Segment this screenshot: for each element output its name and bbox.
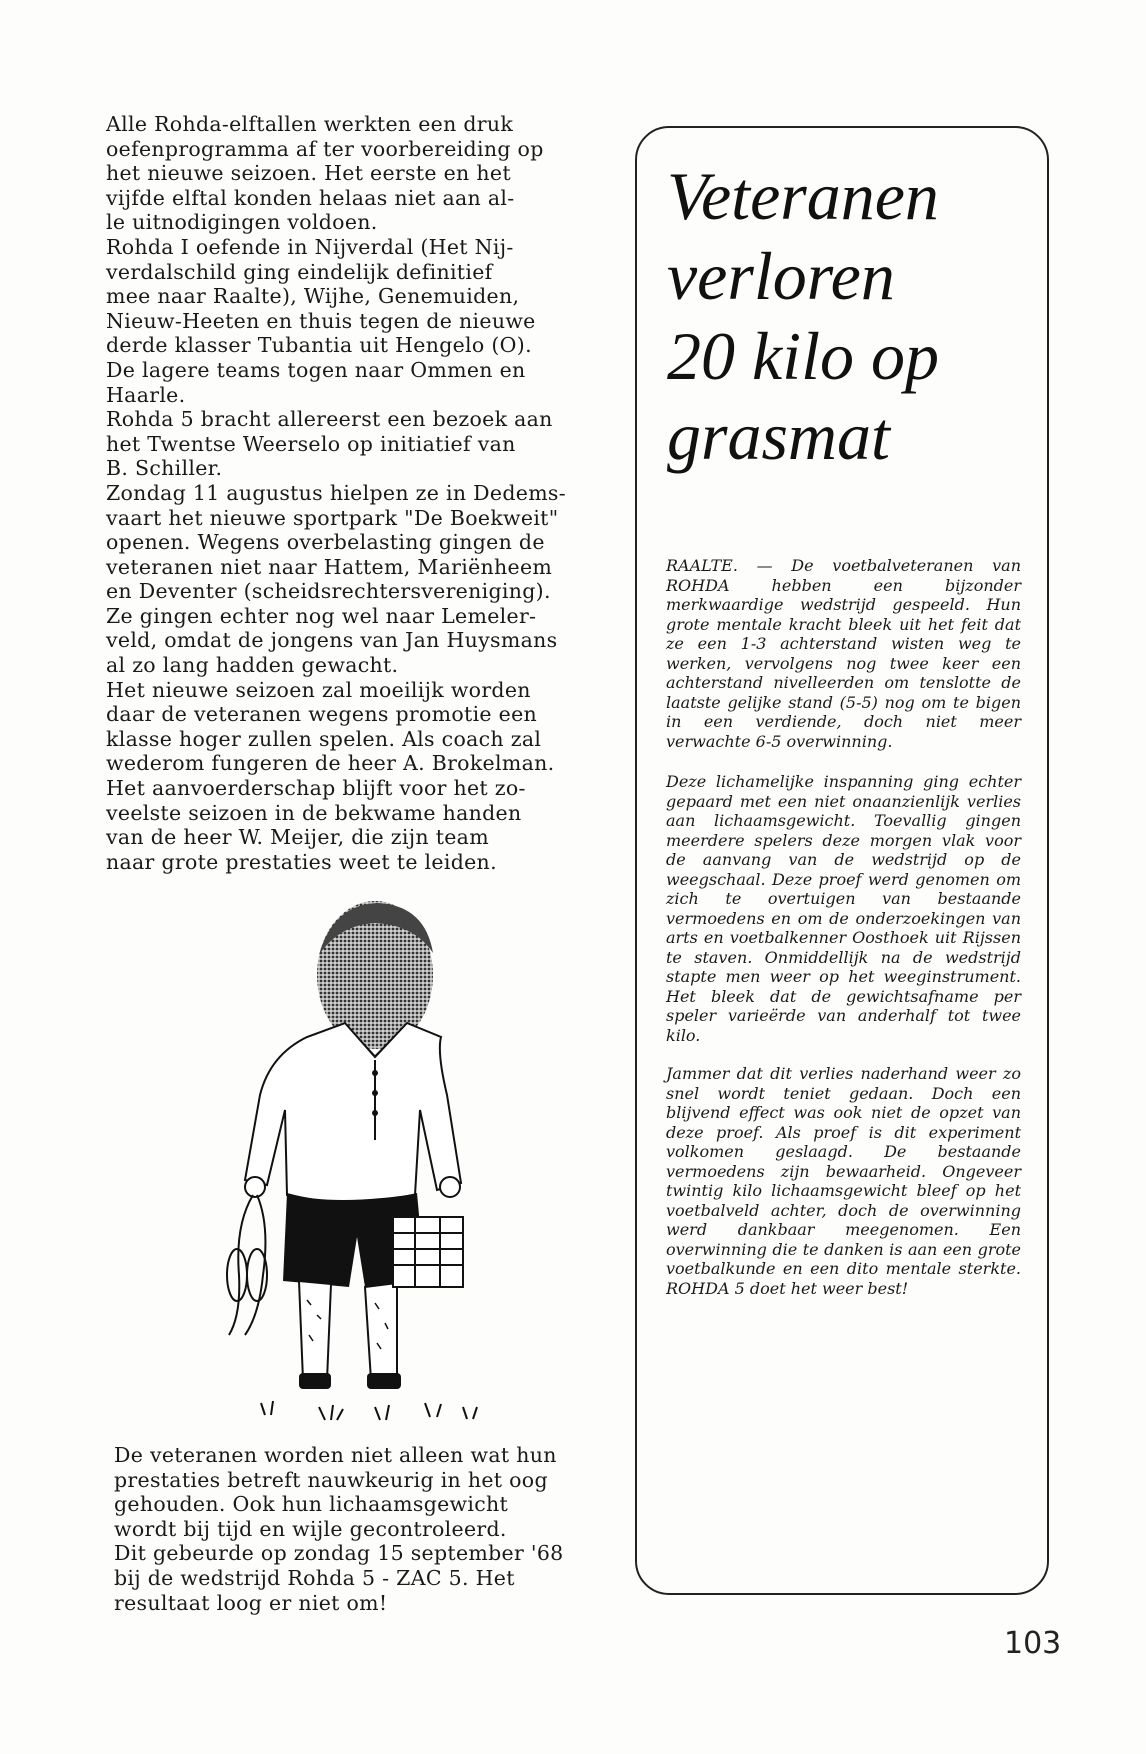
article-line: vaart het nieuwe sportpark "De Boekweit"	[106, 505, 559, 530]
newspaper-clipping	[635, 126, 1049, 1595]
article-line: klasse hoger zullen spelen. Als coach zal	[106, 726, 542, 751]
grass-tufts	[261, 1401, 477, 1420]
scale-crate	[393, 1217, 463, 1287]
right-leg	[365, 1283, 397, 1380]
article-line: oefenprogramma af ter voorbereiding op	[106, 136, 544, 161]
headline-line: verloren	[667, 238, 895, 314]
article-line: veelste seizoen in de bekwame handen	[106, 800, 522, 825]
article-line: Zondag 11 augustus hielpen ze in Dedems-	[106, 480, 566, 505]
clipping-paragraph: RAALTE. — De voetbalveteranen van ROHDA hebben een bijzonder merkwaardige wedstrijd gespeeld. Hun grote mentale kracht bleek uit het feit dat ze een 1-3 achterstand wisten weg te werken, vervolgens nog twee keer een achterstand nivelleerden om tenslotte de laatste gelijke stand (5-5) nog om te bigen in een verdiende, doch niet meer verwachte 6-5 overwinning.	[666, 556, 1021, 751]
player-shirt	[245, 1023, 461, 1201]
article-line: openen. Wegens overbelasting gingen de	[106, 530, 545, 555]
article-line: B. Schiller.	[106, 456, 223, 481]
caption-line: bij de wedstrijd Rohda 5 - ZAC 5. Het	[114, 1565, 515, 1590]
headline-line: 20 kilo op	[667, 318, 939, 394]
article-line: wederom fungeren de heer A. Brokelman.	[106, 751, 555, 776]
caption-line: prestaties betreft nauwkeurig in het oog	[114, 1467, 548, 1492]
left-leg	[299, 1281, 331, 1380]
article-line: le uitnodigingen voldoen.	[106, 210, 378, 235]
article-line: Nieuw-Heeten en thuis tegen de nieuwe	[106, 308, 536, 333]
article-line: mee naar Raalte), Wijhe, Genemuiden,	[106, 284, 520, 309]
article-line: verdalschild ging eindelijk definitief	[106, 259, 493, 284]
article-line: naar grote prestaties weet te leiden.	[106, 849, 497, 874]
caption-line: resultaat loog er niet om!	[114, 1590, 388, 1615]
headline-line: grasmat	[667, 398, 890, 474]
article-line: Rohda 5 bracht allereerst een bezoek aan	[106, 407, 553, 432]
article-line: daar de veteranen wegens promotie een	[106, 702, 538, 727]
article-line: Alle Rohda-elftallen werkten een druk	[106, 112, 514, 136]
clipping-headline	[667, 156, 1037, 476]
right-shoe	[367, 1373, 401, 1389]
caption-line: wordt bij tijd en wijle gecontroleerd.	[114, 1516, 507, 1541]
article-line: Rohda I oefende in Nijverdal (Het Nij-	[106, 234, 514, 259]
main-article	[106, 112, 584, 874]
article-line: al zo lang hadden gewacht.	[106, 653, 399, 678]
article-line: veld, omdat de jongens van Jan Huysmans	[106, 628, 558, 653]
article-line: en Deventer (scheidsrechtersvereniging).	[106, 579, 551, 604]
headline-line: Veteranen	[667, 158, 939, 234]
caption-line: De veteranen worden niet alleen wat hun	[114, 1443, 557, 1467]
caption-line: gehouden. Ook hun lichaamsgewicht	[114, 1492, 509, 1517]
article-line: derde klasser Tubantia uit Hengelo (O).	[106, 333, 532, 358]
article-line: van de heer W. Meijer, die zijn team	[106, 825, 489, 850]
cartoon-caption	[114, 1443, 594, 1615]
clipping-body	[666, 556, 1021, 1317]
article-line: het Twentse Weerselo op initiatief van	[106, 431, 516, 456]
veteran-player-cartoon	[215, 895, 520, 1445]
page-number: 103	[1004, 1626, 1062, 1661]
article-line: Haarle.	[106, 382, 186, 407]
article-line: het nieuwe seizoen. Het eerste en het	[106, 161, 511, 186]
article-line: Ze gingen echter nog wel naar Lemeler-	[106, 603, 537, 628]
article-line: De lagere teams togen naar Ommen en	[106, 357, 526, 382]
clipping-paragraph: Jammer dat dit verlies naderhand weer zo snel wordt teniet gedaan. Doch een blijvend effect was ook niet de opzet van deze proef. Als proef is dit experiment volkomen geslaagd. De bestaande vermoedens zijn bewaarheid. Ongeveer twintig kilo lichaamsgewicht bleef op het voetbalveld achter, doch de overwinning werd dankbaar meegenomen. Een overwinning die te danken is aan een grote voetbalkunde en een dito mentale sterkte. ROHDA 5 doet het weer best!	[666, 1064, 1021, 1298]
article-line: Het aanvoerderschap blijft voor het zo-	[106, 776, 526, 801]
clipping-paragraph: Deze lichamelijke inspanning ging echter gepaard met een niet onaanzienlijk verlies aan lichaamsgewicht. Toevallig gingen meerdere spelers deze morgen vlak voor de aanvang van de wedstrijd op de weegschaal. Deze proef werd genomen om zich te overtuigen van bestaande vermoedens en om de onderzoekingen van arts en voetbalkenner Oosthoek uit Rijssen te staven. Onmiddellijk na de wedstrijd stapte men weer op het weeginstrument. Het bleek dat de gewichtsafname per speler varieërde van anderhalf tot twee kilo.	[666, 772, 1021, 1045]
caption-line: Dit gebeurde op zondag 15 september '68	[114, 1541, 564, 1566]
hanging-boots	[227, 1195, 267, 1335]
left-shoe	[299, 1373, 331, 1389]
article-line: veteranen niet naar Hattem, Mariënheem	[106, 554, 553, 579]
article-line: Het nieuwe seizoen zal moeilijk worden	[106, 677, 531, 702]
article-line: vijfde elftal konden helaas niet aan al-	[106, 185, 515, 210]
